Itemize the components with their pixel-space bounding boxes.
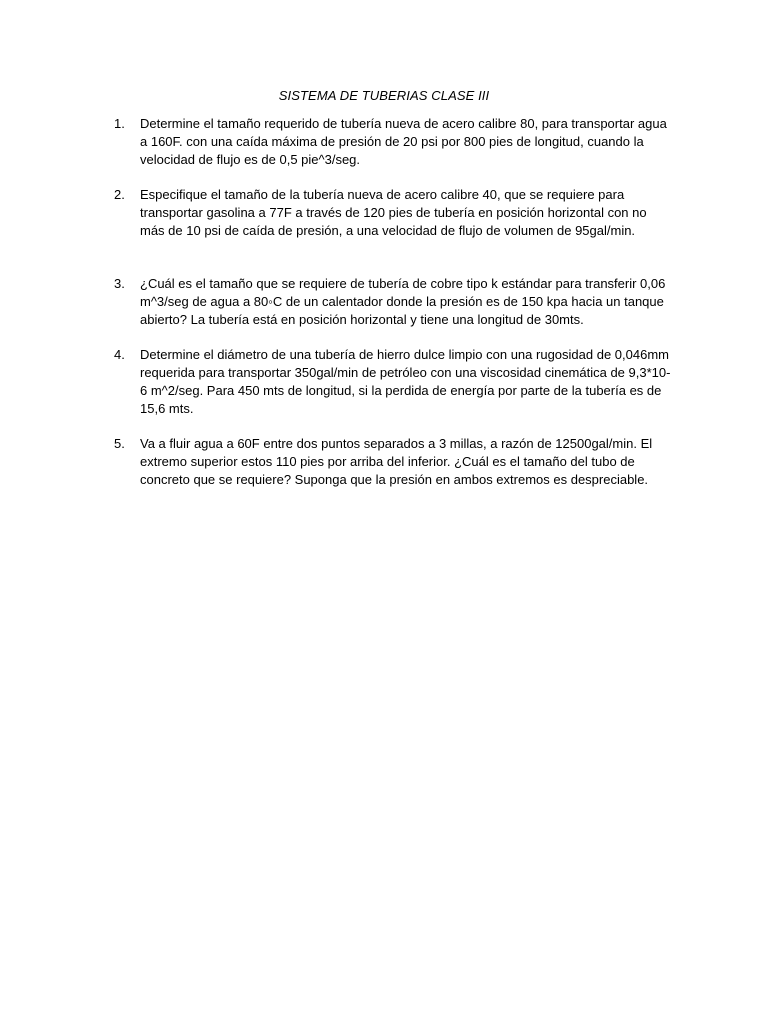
problem-text: Especifique el tamaño de la tubería nueva de acero calibre 40, que se requiere para transportar gasolina a 77F a través de 120 pies de tubería en posición horizontal con no más de 10 psi de caída de presión, a una velocidad de flujo de volumen de 95gal/min. — [140, 187, 647, 238]
problem-number: 2. — [114, 187, 125, 202]
problem-number: 5. — [114, 436, 125, 451]
problem-text: ¿Cuál es el tamaño que se requiere de tubería de cobre tipo k estándar para transferir 0,06 m^3/seg de agua a 80◦C de un calentador donde la presión es de 150 kpa hacia un tanque abierto? La tubería está en posición horizontal y tiene una longitud de 30mts. — [140, 276, 666, 327]
problem-item-3 — [112, 275, 672, 329]
problem-number: 4. — [114, 347, 125, 362]
problem-text: Determine el tamaño requerido de tubería nueva de acero calibre 80, para transportar agua a 160F. con una caída máxima de presión de 20 psi por 800 pies de longitud, cuando la velocidad de flujo es de 0,5 pie^3/seg. — [140, 116, 667, 167]
problem-number: 3. — [114, 276, 125, 291]
problem-item-2 — [112, 186, 672, 240]
document-title: SISTEMA DE TUBERIAS CLASE III — [278, 88, 490, 103]
problem-text: Determine el diámetro de una tubería de hierro dulce limpio con una rugosidad de 0,046mm requerida para transportar 350gal/min de petróleo con una viscosidad cinemática de 9,3*10-6 m^2/seg. Para 450 mts de longitud, si la perdida de energía por parte de la tubería es de 15,6 mts. — [140, 347, 671, 416]
problem-text: Va a fluir agua a 60F entre dos puntos separados a 3 millas, a razón de 12500gal/min. El extremo superior estos 110 pies por arriba del inferior. ¿Cuál es el tamaño del tubo de concreto que se requiere? Suponga que la presión en ambos extremos es despreciable. — [140, 436, 653, 487]
problem-item-1 — [112, 115, 672, 169]
problem-number: 1. — [114, 116, 125, 131]
problem-item-4 — [112, 346, 672, 418]
problem-item-5 — [112, 435, 672, 489]
problem-list — [112, 115, 672, 489]
